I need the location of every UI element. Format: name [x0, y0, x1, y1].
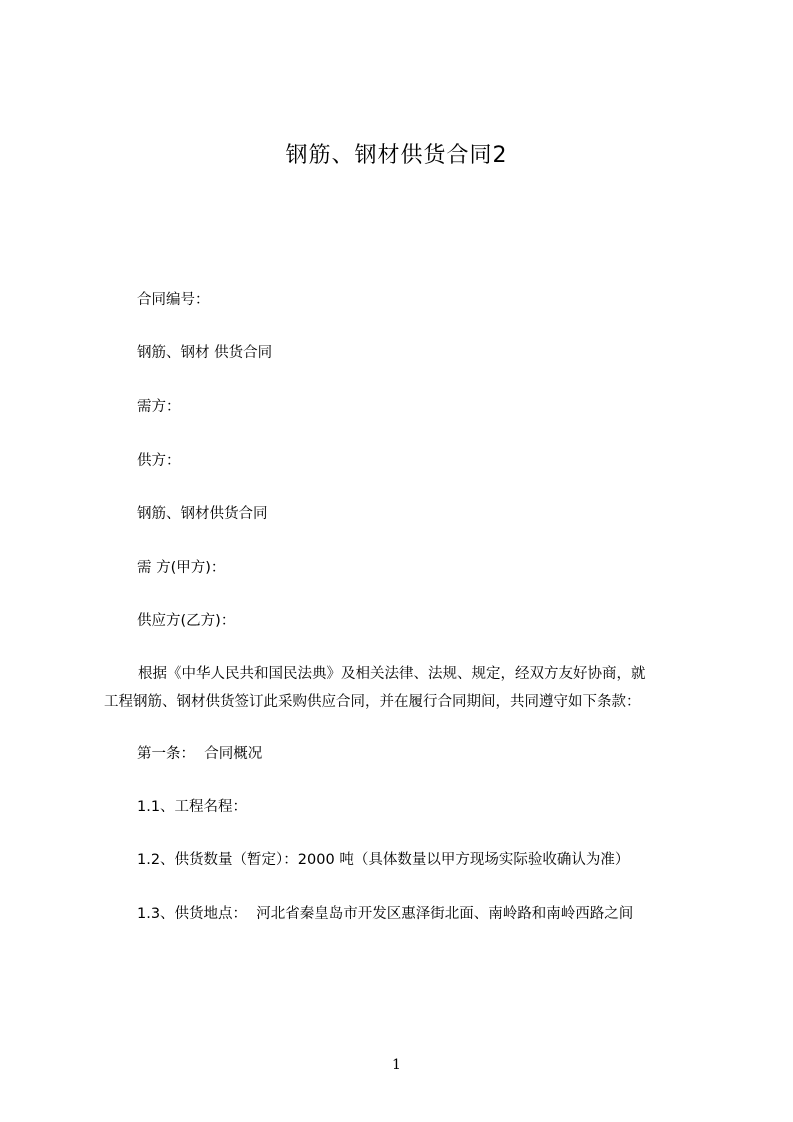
document-title: 钢筋、钢材供货合同2 [285, 143, 508, 168]
contract-number-line: 合同编号： [137, 292, 210, 308]
contract-subtitle-line-2: 钢筋、钢材供货合同 [137, 506, 268, 522]
preamble-line-1: 根据《中华人民共和国民法典》及相关法律、法规、规定，经双方友好协商，就 [138, 666, 646, 682]
article-1-heading: 第一条： 合同概况 [137, 746, 263, 762]
contract-subtitle-line: 钢筋、钢材 供货合同 [137, 345, 273, 361]
item-1-2: 1.2、供货数量（暂定）：2000 吨（具体数量以甲方现场实际验收确认为准） [137, 852, 630, 868]
preamble-paragraph [104, 660, 704, 716]
item-1-3: 1.3、供货地点： 河北省秦皇岛市开发区惠泽街北面、南岭路和南岭西路之间 [137, 906, 634, 922]
buyer-line: 需方： [137, 399, 181, 415]
party-b-line: 供应方(乙方)： [137, 613, 236, 629]
party-a-line: 需 方(甲方)： [137, 560, 226, 576]
item-1-1: 1.1、工程名程： [137, 799, 248, 815]
page-number: 1 [392, 1057, 401, 1073]
supplier-line: 供方： [137, 453, 181, 469]
preamble-line-2: 工程钢筋、钢材供货签订此采购供应合同，并在履行合同期间，共同遵守如下条款： [104, 694, 641, 710]
